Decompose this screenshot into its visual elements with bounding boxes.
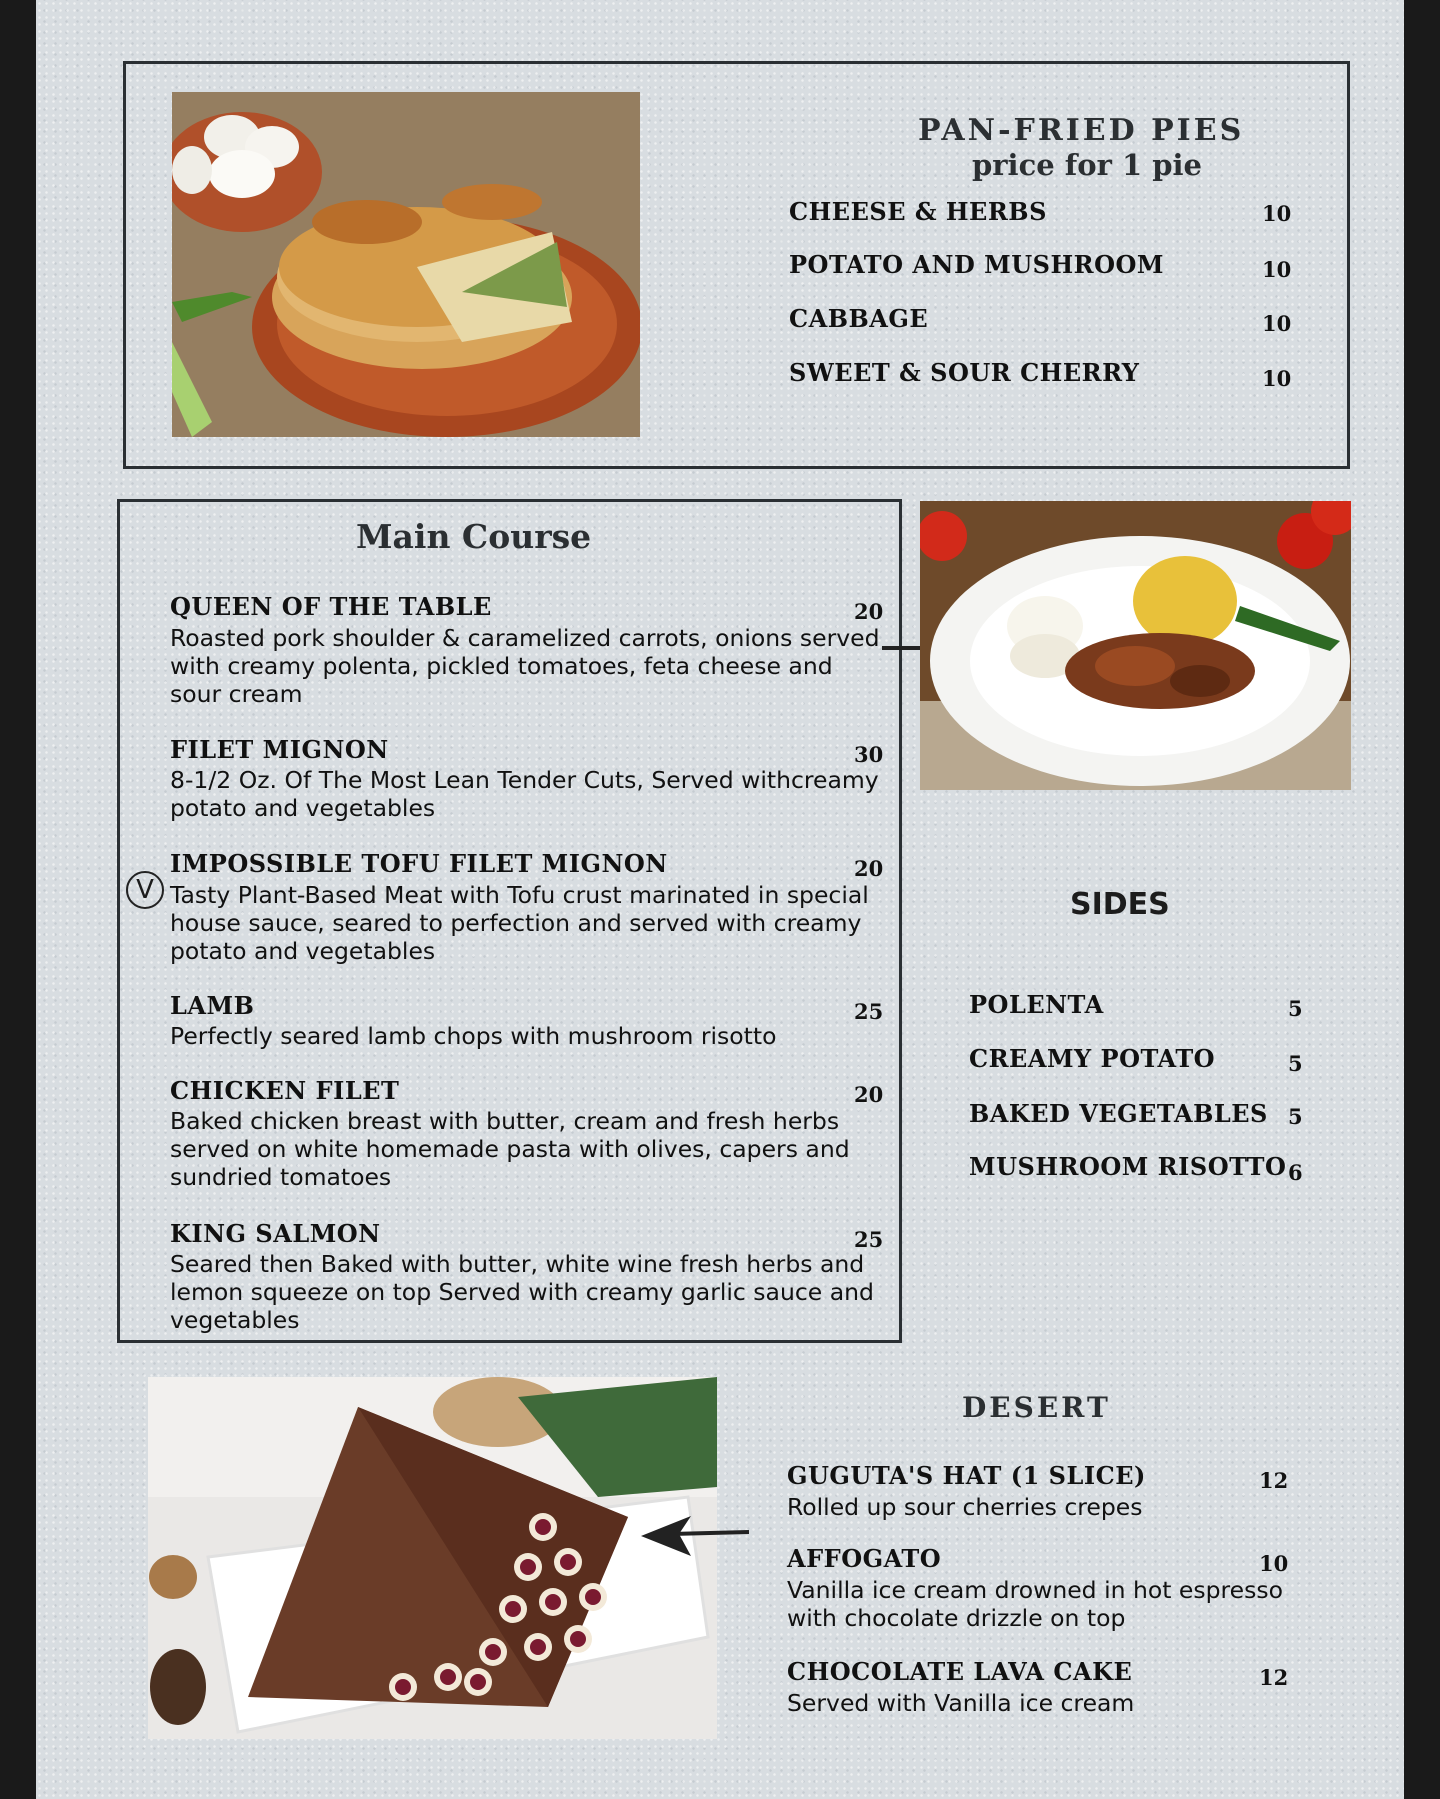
side-item-price: 5 bbox=[1288, 996, 1303, 1021]
main-item-desc: Tasty Plant-Based Meat with Tofu crust marinated in special house sauce, seared to perfection and served with creamy potato and vegetables bbox=[170, 881, 869, 965]
pie-item-name: CABBAGE bbox=[789, 304, 929, 333]
main-item-desc: Baked chicken breast with butter, cream and fresh herbs served on white homemade pasta with olives, capers and sundried tomatoes bbox=[170, 1107, 850, 1191]
pie-item-name: SWEET & SOUR CHERRY bbox=[789, 358, 1140, 387]
desert-item-price: 12 bbox=[1259, 1468, 1289, 1493]
main-item-name: KING SALMON bbox=[170, 1219, 381, 1248]
main-item-name: CHICKEN FILET bbox=[170, 1076, 400, 1105]
sides-title: SIDES bbox=[1070, 887, 1170, 922]
main-item-price: 30 bbox=[854, 742, 884, 767]
main-item-price: 25 bbox=[854, 999, 884, 1024]
main-course-title: Main Course bbox=[356, 517, 592, 556]
main-item-desc: 8-1/2 Oz. Of The Most Lean Tender Cuts, Served withcreamy potato and vegetables bbox=[170, 766, 879, 822]
desert-item-price: 10 bbox=[1259, 1551, 1289, 1576]
main-item-price: 25 bbox=[854, 1227, 884, 1252]
main-item-name: LAMB bbox=[170, 991, 255, 1020]
pie-item-name: CHEESE & HERBS bbox=[789, 197, 1047, 226]
main-item-name: QUEEN OF THE TABLE bbox=[170, 592, 492, 621]
desert-photo bbox=[148, 1377, 717, 1739]
pie-item-price: 10 bbox=[1262, 201, 1292, 226]
main-course-photo bbox=[920, 501, 1351, 790]
desert-item-desc: Vanilla ice cream drowned in hot espresso with chocolate drizzle on top bbox=[787, 1576, 1284, 1632]
pies-subtitle: price for 1 pie bbox=[972, 148, 1202, 182]
side-item-name: CREAMY POTATO bbox=[969, 1044, 1216, 1073]
pies-photo bbox=[172, 92, 640, 437]
side-item-price: 5 bbox=[1288, 1051, 1303, 1076]
desert-item-name: GUGUTA'S HAT (1 SLICE) bbox=[787, 1461, 1146, 1490]
desert-item-desc: Served with Vanilla ice cream bbox=[787, 1689, 1135, 1717]
side-item-price: 5 bbox=[1288, 1104, 1303, 1129]
desert-title: DESERT bbox=[962, 1391, 1111, 1424]
menu-page bbox=[36, 0, 1404, 1799]
main-item-price: 20 bbox=[854, 1082, 884, 1107]
desert-item-name: AFFOGATO bbox=[787, 1544, 942, 1573]
main-item-name: FILET MIGNON bbox=[170, 735, 389, 764]
arrow-left-icon bbox=[641, 1512, 749, 1560]
side-item-price: 6 bbox=[1288, 1160, 1303, 1185]
main-item-price: 20 bbox=[854, 599, 884, 624]
side-item-name: POLENTA bbox=[969, 990, 1104, 1019]
main-item-desc: Roasted pork shoulder & caramelized carrots, onions served with creamy polenta, pickled tomatoes, feta cheese and sour cream bbox=[170, 624, 880, 708]
pie-item-price: 10 bbox=[1262, 257, 1292, 282]
main-item-name: IMPOSSIBLE TOFU FILET MIGNON bbox=[170, 849, 668, 878]
desert-item-price: 12 bbox=[1259, 1665, 1289, 1690]
side-item-name: BAKED VEGETABLES bbox=[969, 1099, 1268, 1128]
main-item-desc: Seared then Baked with butter, white wine fresh herbs and lemon squeeze on top Served with creamy garlic sauce and vegetables bbox=[170, 1250, 874, 1334]
pie-item-price: 10 bbox=[1262, 311, 1292, 336]
side-item-name: MUSHROOM RISOTTO bbox=[969, 1152, 1287, 1181]
desert-item-desc: Rolled up sour cherries crepes bbox=[787, 1493, 1143, 1521]
desert-item-name: CHOCOLATE LAVA CAKE bbox=[787, 1657, 1133, 1686]
vegan-mark: V bbox=[126, 871, 164, 909]
pie-item-name: POTATO AND MUSHROOM bbox=[789, 250, 1164, 279]
pies-title: PAN-FRIED PIES bbox=[918, 113, 1245, 148]
pie-item-price: 10 bbox=[1262, 366, 1292, 391]
main-item-desc: Perfectly seared lamb chops with mushroom risotto bbox=[170, 1022, 777, 1050]
main-item-price: 20 bbox=[854, 856, 884, 881]
